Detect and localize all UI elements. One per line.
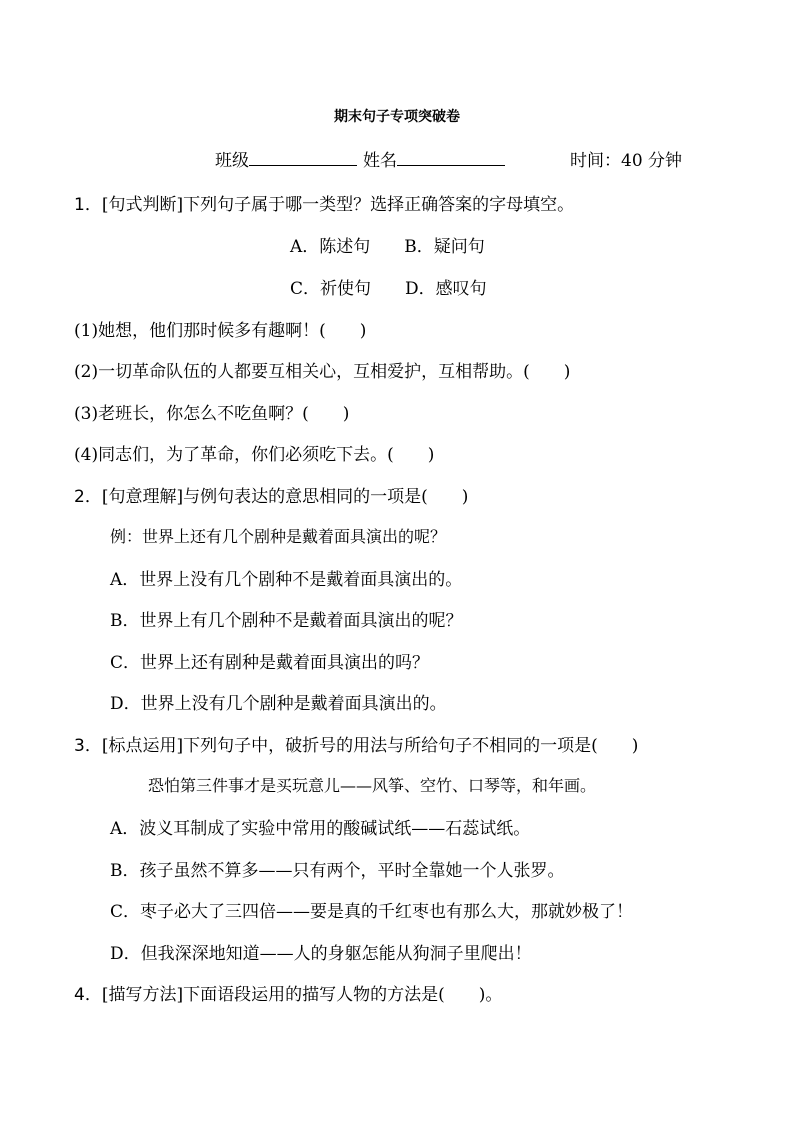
q3-option-b: B．孩子虽然不算多——只有两个，平时全靠她一个人张罗。: [110, 861, 565, 881]
q2-example: 例：世界上还有几个剧种是戴着面具演出的呢？: [110, 527, 447, 546]
question-number: 3．: [74, 736, 102, 756]
question-1: [74, 190, 574, 215]
question-4: [74, 980, 502, 1005]
question-text: [句意理解]与例句表达的意思相同的一项是( ): [101, 487, 469, 507]
question-number: 1．: [74, 195, 102, 215]
name-blank[interactable]: [397, 149, 505, 166]
question-text: [标点运用]下列句子中，破折号的用法与所给句子不相同的一项是( ): [101, 736, 639, 756]
page-title: 期末句子专项突破卷: [334, 109, 460, 125]
q1-choices-row2: C．祈使句 D．感叹句: [290, 279, 487, 299]
q3-option-c: C．枣子必大了三四倍——要是真的千红枣也有那么大，那就妙极了！: [110, 902, 634, 922]
question-2: [74, 482, 468, 507]
name-field: [363, 146, 505, 171]
q2-option-d: D．世界上没有几个剧种是戴着面具演出的。: [110, 694, 447, 714]
name-label: 姓名: [363, 151, 397, 171]
q1-item: (1)她想，他们那时候多有趣啊！( ): [74, 321, 367, 341]
question-text: [描写方法]下面语段运用的描写人物的方法是( )。: [101, 985, 503, 1005]
q1-item: (3)老班长，你怎么不吃鱼啊？( ): [74, 404, 350, 424]
question-text: [句式判断]下列句子属于哪一类型？选择正确答案的字母填空。: [101, 195, 575, 215]
q3-option-d: D．但我深深地知道——人的身躯怎能从狗洞子里爬出！: [110, 944, 532, 964]
q3-option-a: A．波义耳制成了实验中常用的酸碱试纸——石蕊试纸。: [110, 819, 531, 839]
question-3: [74, 731, 638, 756]
q2-option-c: C．世界上还有剧种是戴着面具演出的吗？: [110, 653, 430, 673]
q1-choices-row1: A．陈述句 B．疑问句: [290, 237, 485, 257]
time-label: 时间：40 分钟: [570, 151, 683, 171]
class-field: [215, 146, 357, 171]
question-number: 2．: [74, 487, 102, 507]
question-number: 4．: [74, 985, 102, 1005]
q1-item: (2)一切革命队伍的人都要互相关心，互相爱护，互相帮助。( ): [74, 362, 571, 382]
q1-item: (4)同志们，为了革命，你们必须吃下去。( ): [74, 445, 435, 465]
class-blank[interactable]: [249, 149, 357, 166]
q3-example: 恐怕第三件事才是买玩意儿——风筝、空竹、口琴等，和年画。: [148, 776, 597, 795]
q2-option-b: B．世界上有几个剧种不是戴着面具演出的呢？: [110, 611, 463, 631]
class-label: 班级: [215, 151, 249, 171]
q2-option-a: A．世界上没有几个剧种不是戴着面具演出的。: [110, 570, 463, 590]
